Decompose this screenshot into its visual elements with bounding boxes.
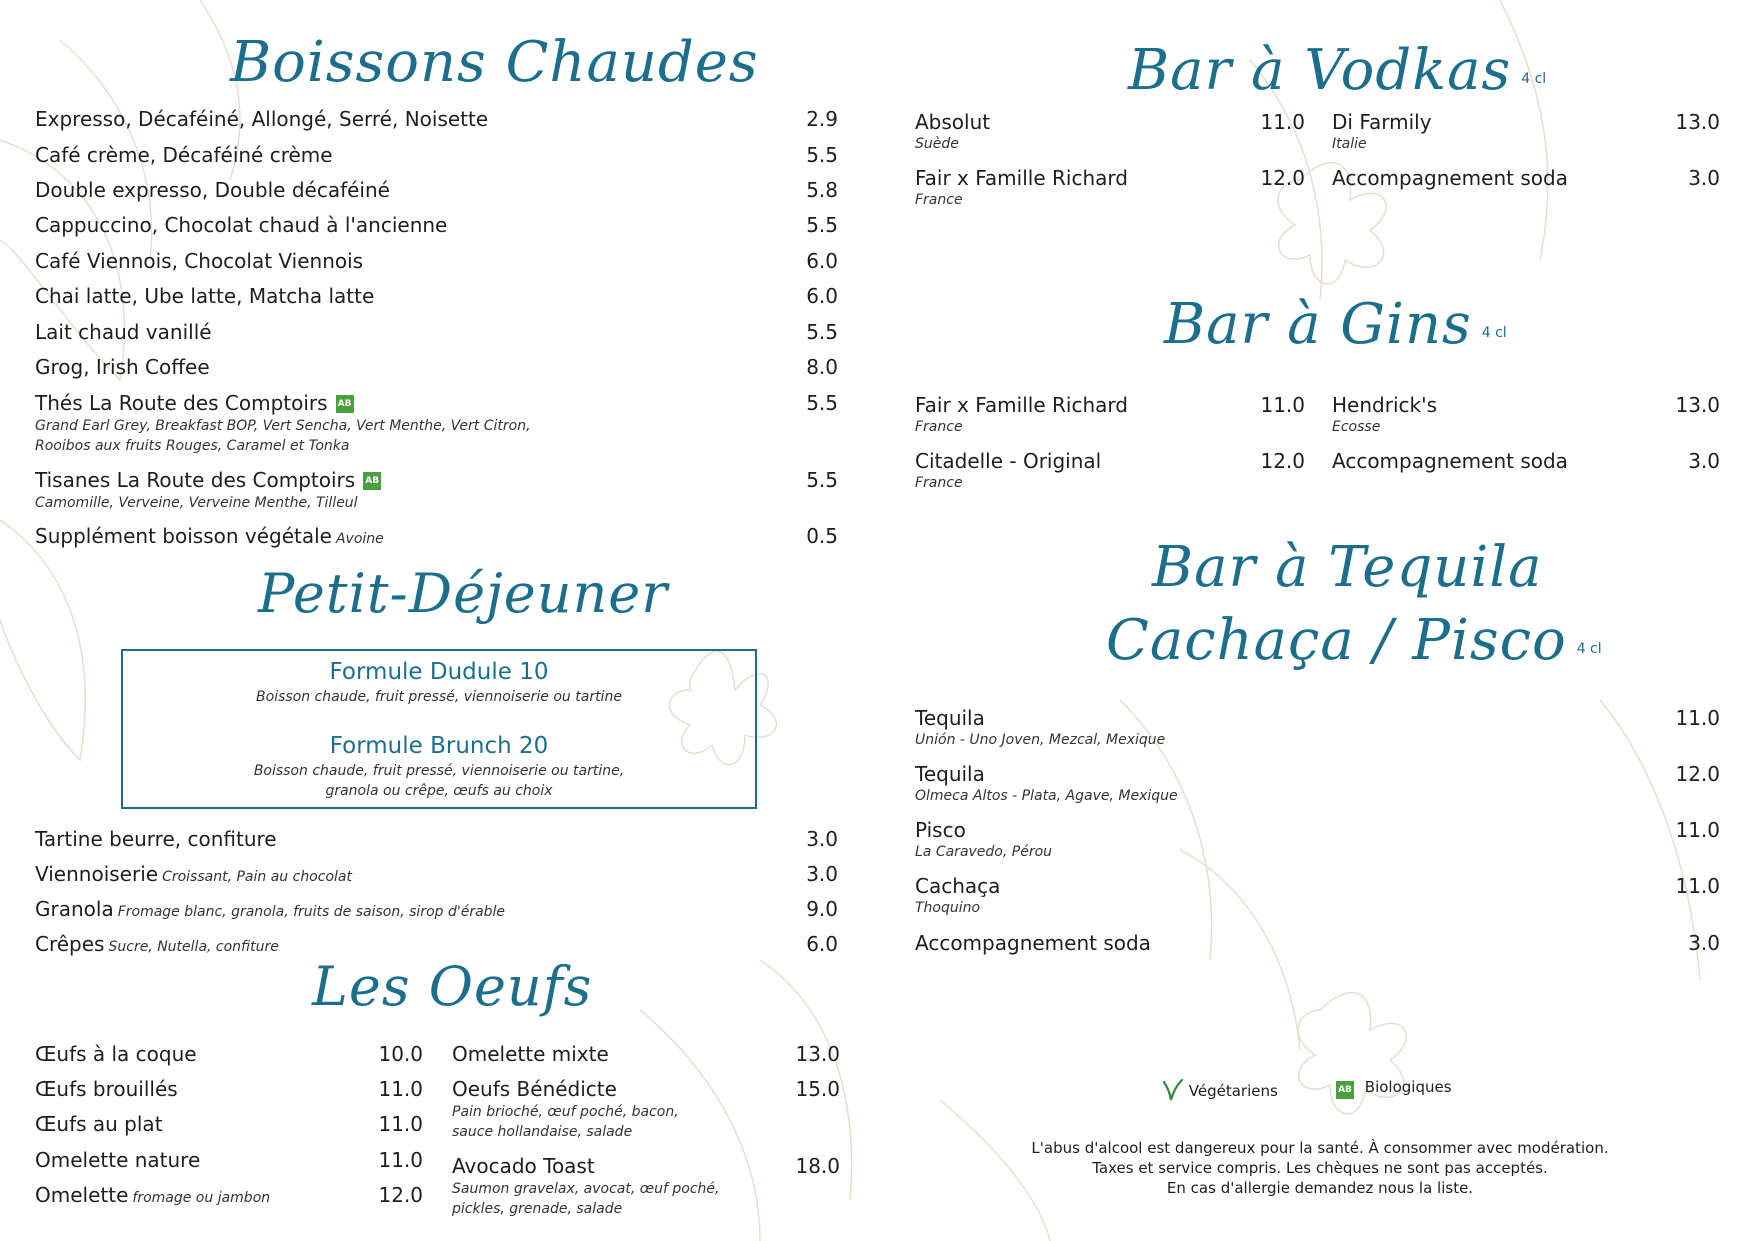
item-price: 11.0	[1260, 393, 1305, 417]
item-name: Omelette mixte	[452, 1042, 609, 1066]
item-name: Tequila	[915, 706, 985, 730]
item-price: 11.0	[378, 1112, 423, 1136]
item-origin: Unión - Uno Joven, Mezcal, Mexique	[915, 732, 1166, 748]
item-price: 5.5	[806, 213, 838, 237]
item-description: Rooibos aux fruits Rouges, Caramel et Tonka	[35, 438, 350, 454]
item-origin: Thoquino	[915, 900, 981, 916]
item-detail: Croissant, Pain au chocolat	[162, 869, 352, 885]
formule-title: Formule Brunch 20	[329, 733, 549, 759]
item-price: 12.0	[1260, 449, 1305, 473]
item-price: 6.0	[806, 249, 838, 273]
item-price: 11.0	[1675, 874, 1720, 898]
item-description: Pain brioché, œuf poché, bacon,	[452, 1104, 679, 1120]
footer-line: Taxes et service compris. Les chèques ne sont pas acceptés.	[1092, 1159, 1548, 1177]
footer-line: L'abus d'alcool est dangereux pour la santé. À consommer avec modération.	[1031, 1139, 1609, 1157]
item-name: Fair x Famille Richard	[915, 393, 1128, 417]
item-name: Café Viennois, Chocolat Viennois	[35, 249, 364, 273]
item-name	[35, 1183, 270, 1210]
item-origin: Ecosse	[1332, 419, 1381, 435]
item-name: Tequila	[915, 762, 985, 786]
item-description: sauce hollandaise, salade	[452, 1124, 633, 1140]
formules-box	[121, 649, 757, 809]
section-title-bar-a-vodkas	[1128, 38, 1546, 103]
item-price: 3.0	[1688, 449, 1720, 473]
item-price: 0.5	[806, 524, 838, 548]
item-name	[35, 391, 354, 415]
item-name: Chai latte, Ube latte, Matcha latte	[35, 284, 375, 308]
item-price: 3.0	[1688, 931, 1720, 955]
title-text: Cachaça / Pisco	[1106, 608, 1567, 673]
item-name: Double expresso, Double décaféiné	[35, 178, 390, 202]
formule-title: Formule Dudule 10	[329, 659, 549, 685]
item-price: 3.0	[806, 862, 838, 886]
title-text: Bar à Vodkas	[1128, 38, 1512, 103]
section-title-cachaca-pisco	[1106, 608, 1602, 673]
item-name: Di Farmily	[1332, 110, 1432, 134]
item-origin: France	[915, 419, 963, 435]
item-price: 11.0	[1675, 706, 1720, 730]
item-price: 12.0	[1675, 762, 1720, 786]
title-text: Bar à Gins	[1164, 292, 1472, 357]
item-price: 6.0	[806, 284, 838, 308]
section-title-bar-a-tequila: Bar à Tequila	[1152, 535, 1543, 600]
item-detail: fromage ou jambon	[132, 1190, 271, 1206]
item-name: Citadelle - Original	[915, 449, 1102, 473]
item-name	[35, 862, 352, 889]
item-name	[35, 524, 384, 551]
footer-notes	[990, 1138, 1650, 1198]
item-price: 11.0	[1260, 110, 1305, 134]
item-name	[35, 468, 381, 492]
item-origin: Italie	[1332, 136, 1367, 152]
item-name-text: Tisanes La Route des Comptoirs	[35, 468, 356, 492]
item-price: 5.5	[806, 320, 838, 344]
item-description: Grand Earl Grey, Breakfast BOP, Vert Sencha, Vert Menthe, Vert Citron,	[35, 418, 531, 434]
item-price: 11.0	[378, 1148, 423, 1172]
legend-label: Végétariens	[1188, 1082, 1278, 1100]
item-origin: La Caravedo, Pérou	[915, 844, 1053, 860]
unit-label: 4 cl	[1481, 325, 1507, 341]
item-name: Café crème, Décaféiné crème	[35, 143, 333, 167]
item-name: Accompagnement soda	[1332, 166, 1568, 190]
item-price: 5.5	[806, 468, 838, 492]
item-origin: France	[915, 192, 963, 208]
item-price: 2.9	[806, 107, 838, 131]
item-name: Œufs brouillés	[35, 1077, 178, 1101]
item-name-text: Supplément boisson végétale	[35, 524, 332, 548]
item-name: Lait chaud vanillé	[35, 320, 212, 344]
item-detail: Fromage blanc, granola, fruits de saison, sirop d'érable	[117, 904, 506, 920]
item-name: Cachaça	[915, 874, 1001, 898]
legend-vegetarian	[1162, 1078, 1278, 1102]
item-description: pickles, grenade, salade	[452, 1201, 623, 1217]
organic-ab-icon: AB	[363, 472, 381, 490]
item-price: 13.0	[1675, 393, 1720, 417]
item-origin: Suède	[915, 136, 959, 152]
item-name: Avocado Toast	[452, 1154, 595, 1178]
formule-description: Boisson chaude, fruit pressé, viennoiserie ou tartine	[256, 689, 622, 705]
item-origin: Olmeca Altos - Plata, Agave, Mexique	[915, 788, 1178, 804]
item-price: 3.0	[1688, 166, 1720, 190]
unit-label: 4 cl	[1576, 641, 1602, 657]
item-price: 10.0	[378, 1042, 423, 1066]
item-name: Accompagnement soda	[915, 931, 1151, 955]
item-detail: Avoine	[335, 531, 384, 547]
unit-label: 4 cl	[1521, 71, 1547, 87]
item-name-text: Crêpes	[35, 932, 105, 956]
item-name	[35, 932, 279, 959]
item-price: 13.0	[1675, 110, 1720, 134]
item-price: 18.0	[795, 1154, 840, 1178]
legend-organic	[1336, 1078, 1452, 1099]
section-title-petit-dejeuner: Petit-Déjeuner	[258, 562, 669, 625]
item-name: Fair x Famille Richard	[915, 166, 1128, 190]
item-description: Saumon gravelax, avocat, œuf poché,	[452, 1181, 720, 1197]
item-price: 5.5	[806, 143, 838, 167]
item-price: 3.0	[806, 827, 838, 851]
item-price: 15.0	[795, 1077, 840, 1101]
item-price: 12.0	[378, 1183, 423, 1207]
item-price: 5.5	[806, 391, 838, 415]
item-price: 6.0	[806, 932, 838, 956]
item-price: 11.0	[1675, 818, 1720, 842]
footer-line: En cas d'allergie demandez nous la liste.	[1166, 1179, 1474, 1197]
item-name	[35, 897, 505, 924]
item-price: 12.0	[1260, 166, 1305, 190]
item-price: 5.8	[806, 178, 838, 202]
item-name: Hendrick's	[1332, 393, 1437, 417]
item-name-text: Omelette	[35, 1183, 129, 1207]
legend-label: Biologiques	[1364, 1078, 1452, 1096]
item-name: Expresso, Décaféiné, Allongé, Serré, Noisette	[35, 107, 489, 131]
section-title-bar-a-gins	[1164, 292, 1507, 357]
organic-ab-icon: AB	[1336, 1081, 1354, 1099]
formule-description: Boisson chaude, fruit pressé, viennoiserie ou tartine,	[253, 763, 625, 779]
section-title-les-oeufs: Les Oeufs	[312, 955, 593, 1018]
item-name: Accompagnement soda	[1332, 449, 1568, 473]
organic-ab-icon: AB	[336, 395, 354, 413]
item-name: Absolut	[915, 110, 991, 134]
item-price: 9.0	[806, 897, 838, 921]
item-name: Œufs à la coque	[35, 1042, 197, 1066]
item-origin: France	[915, 475, 963, 491]
item-name-text: Granola	[35, 897, 114, 921]
item-description: Camomille, Verveine, Verveine Menthe, Tilleul	[35, 495, 358, 511]
item-name: Pisco	[915, 818, 966, 842]
formule-description: granola ou crêpe, œufs au choix	[325, 783, 553, 799]
item-name: Omelette nature	[35, 1148, 201, 1172]
item-name: Grog, Irish Coffee	[35, 355, 210, 379]
vegetarian-leaf-icon	[1162, 1078, 1184, 1102]
item-name: Tartine beurre, confiture	[35, 827, 277, 851]
item-detail: Sucre, Nutella, confiture	[108, 939, 279, 955]
item-price: 8.0	[806, 355, 838, 379]
item-name: Cappuccino, Chocolat chaud à l'ancienne	[35, 213, 448, 237]
item-name-text: Thés La Route des Comptoirs	[35, 391, 328, 415]
item-price: 13.0	[795, 1042, 840, 1066]
item-name: Œufs au plat	[35, 1112, 163, 1136]
item-name: Oeufs Bénédicte	[452, 1077, 617, 1101]
item-name-text: Viennoiserie	[35, 862, 159, 886]
item-price: 11.0	[378, 1077, 423, 1101]
section-title-boissons-chaudes: Boissons Chaudes	[230, 30, 759, 95]
